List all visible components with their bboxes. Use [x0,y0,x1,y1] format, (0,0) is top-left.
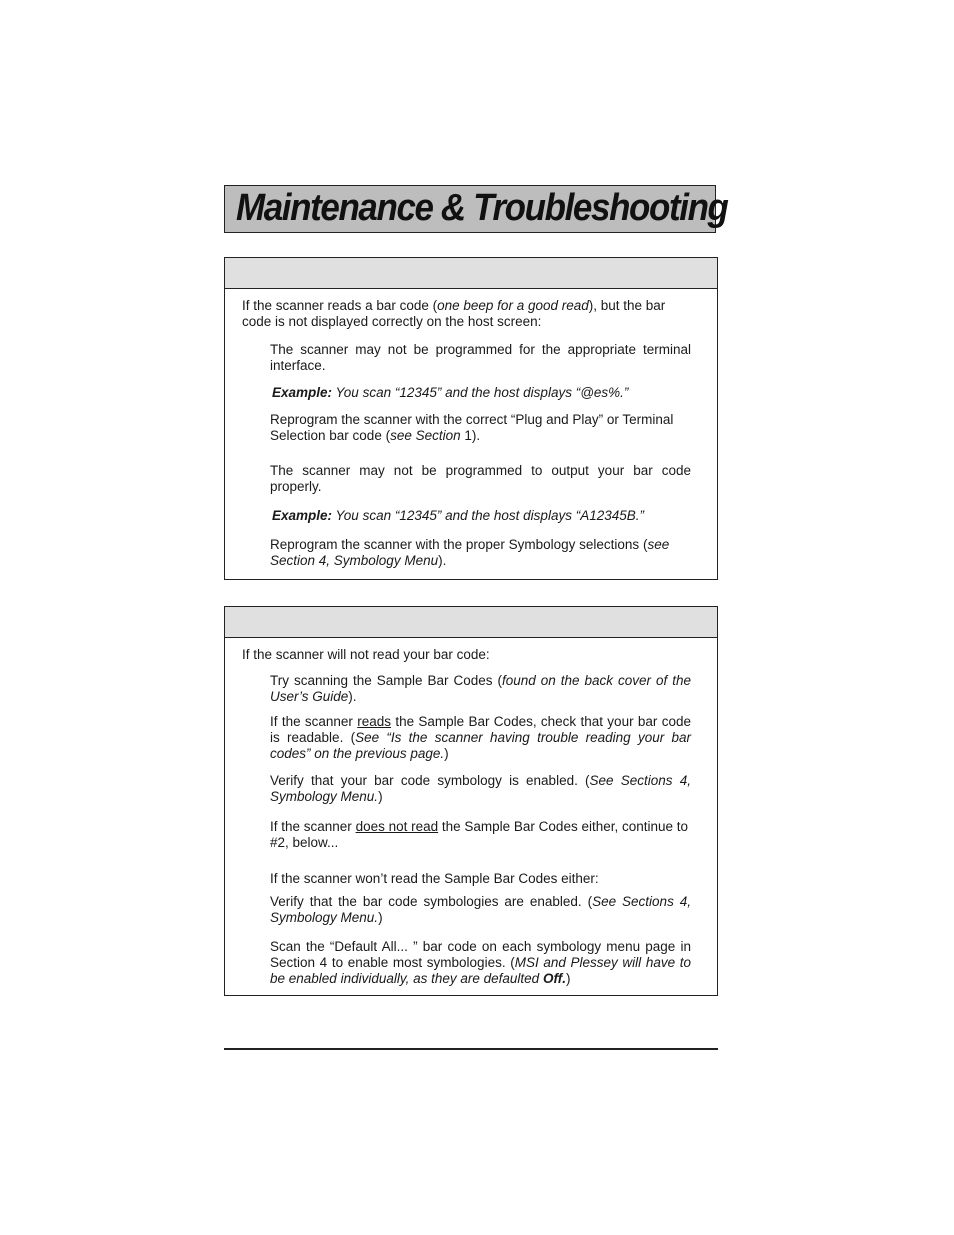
section-2-panel [224,606,718,996]
verify-symbology-text: Verify that your bar code symbology is enabled. (See Sections 4, Symbology Menu.) [270,773,691,804]
section-2-intro: If the scanner will not read your bar code: [242,647,490,662]
example-1: Example: You scan “12345” and the host displays “@es%.” [272,385,629,400]
scan-default-text: Scan the “Default All... ” bar code on each symbology menu page in Section 4 to enable most symbologies. (MSI and Plessey will have to be enabled individually, as they are defaulted Off.) [270,939,691,986]
section-1-intro: If the scanner reads a bar code (one beep for a good read), but the bar code is not displayed correctly on the host screen: [242,298,666,329]
if-reads-text: If the scanner reads the Sample Bar Codes, check that your bar code is readable. (See “Is the scanner having trouble reading your bar codes” on the previous page.) [270,714,691,761]
title-box [224,185,728,233]
wont-read-text: If the scanner won’t read the Sample Bar Codes either: [270,871,599,886]
fix-2-text: Reprogram the scanner with the proper Symbology selections (see Section 4, Symbology Menu). [270,537,670,568]
footer-rule [224,1048,718,1050]
example-2: Example: You scan “12345” and the host displays “A12345B.” [272,508,644,523]
section-1-header [225,258,717,289]
cause-1-text: The scanner may not be programmed for the appropriate terminal interface. [270,342,691,373]
fix-1-text: Reprogram the scanner with the correct “Plug and Play” or Terminal Selection bar code (see Section 1). [270,412,674,443]
section-1-panel [224,257,718,580]
try-sample-text: Try scanning the Sample Bar Codes (found on the back cover of the User’s Guide). [270,673,692,704]
cause-2-text: The scanner may not be programmed to output your bar code properly. [270,463,691,494]
verify-symbologies-text: Verify that the bar code symbologies are enabled. (See Sections 4, Symbology Menu.) [270,894,692,925]
if-not-read-text: If the scanner does not read the Sample Bar Codes either, continue to #2, below... [270,819,689,850]
section-2-header [225,607,717,638]
page-title: Maintenance & Troubleshooting [236,187,728,229]
